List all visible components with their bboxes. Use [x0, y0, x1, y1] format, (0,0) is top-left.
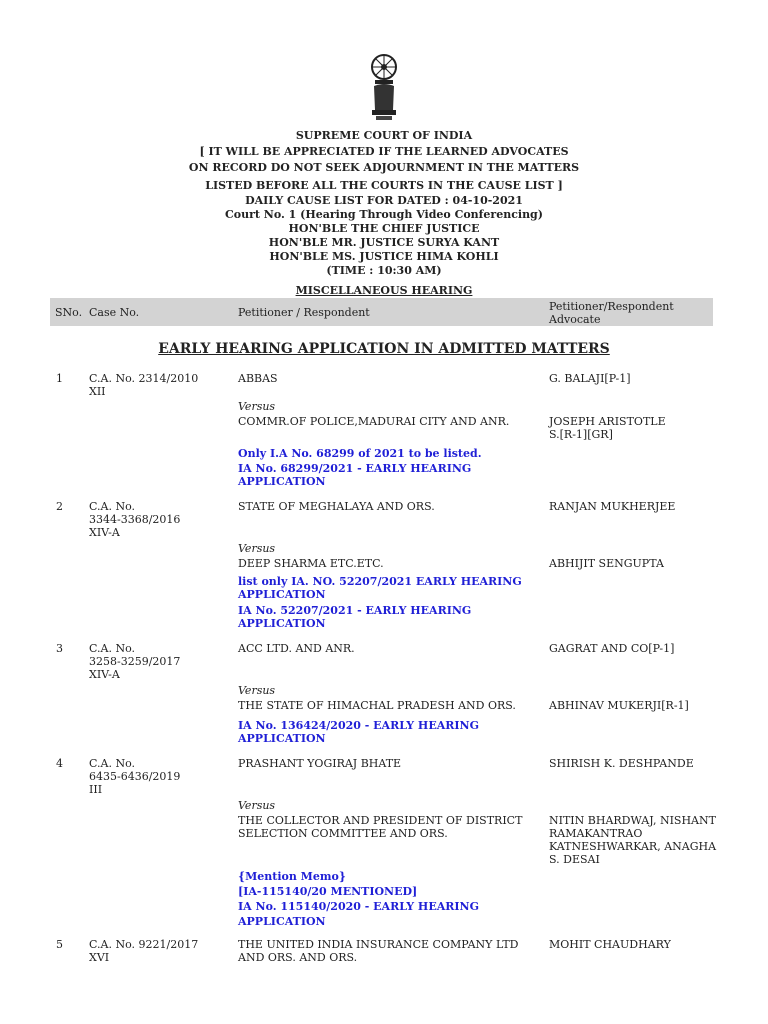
versus-label: Versus	[238, 799, 276, 812]
petitioner: ACC LTD. AND ANR.	[238, 642, 355, 655]
col-advocate: Petitioner/Respondent Advocate	[549, 300, 674, 326]
case-sno: 2	[56, 500, 63, 513]
col-parties: Petitioner / Respondent	[238, 306, 370, 319]
versus-label: Versus	[238, 684, 276, 697]
respondent-advocate: NITIN BHARDWAJ, NISHANT RAMAKANTRAO KATNESHWARKAR, ANAGHA S. DESAI	[549, 814, 717, 866]
case-sno: 5	[56, 938, 63, 951]
case-note: list only IA. NO. 52207/2021 EARLY HEARING APPLICATION	[238, 575, 522, 601]
petitioner: STATE OF MEGHALAYA AND ORS.	[238, 500, 435, 513]
case-sno: 3	[56, 642, 63, 655]
case-note: Only I.A No. 68299 of 2021 to be listed.	[238, 447, 482, 460]
case-number: C.A. No. 6435-6436/2019 III	[89, 757, 181, 796]
national-emblem-icon	[366, 52, 402, 122]
case-note: IA No. 68299/2021 - EARLY HEARING APPLICATION	[238, 462, 472, 488]
col-case-no: Case No.	[89, 306, 140, 319]
case-number: C.A. No. 3344-3368/2016 XIV-A	[89, 500, 181, 539]
petitioner: PRASHANT YOGIRAJ BHATE	[238, 757, 402, 770]
cause-list-date: DAILY CAUSE LIST FOR DATED : 04-10-2021	[245, 194, 523, 207]
petitioner: ABBAS	[238, 372, 278, 385]
petitioner: THE UNITED INDIA INSURANCE COMPANY LTD AND ORS. AND ORS.	[238, 938, 519, 964]
col-sno: SNo.	[55, 306, 83, 319]
petitioner-advocate: SHIRISH K. DESHPANDE	[549, 757, 694, 770]
court-number: Court No. 1 (Hearing Through Video Conferencing)	[225, 208, 543, 221]
judge-1: HON'BLE THE CHIEF JUSTICE	[288, 222, 480, 235]
case-note: IA No. 136424/2020 - EARLY HEARING APPLICATION	[238, 719, 479, 745]
judge-2: HON'BLE MR. JUSTICE SURYA KANT	[268, 236, 500, 249]
case-sno: 4	[56, 757, 63, 770]
case-number: C.A. No. 2314/2010 XII	[89, 372, 199, 398]
court-name: SUPREME COURT OF INDIA	[295, 129, 473, 142]
section-title: EARLY HEARING APPLICATION IN ADMITTED MATTERS	[158, 341, 610, 357]
judge-3: HON'BLE MS. JUSTICE HIMA KOHLI	[269, 250, 499, 263]
case-number: C.A. No. 9221/2017 XVI	[89, 938, 199, 964]
notice-line-1: [ IT WILL BE APPRECIATED IF THE LEARNED ADVOCATES	[199, 145, 569, 158]
case-number: C.A. No. 3258-3259/2017 XIV-A	[89, 642, 181, 681]
petitioner-advocate: MOHIT CHAUDHARY	[549, 938, 671, 951]
notice-line-3: LISTED BEFORE ALL THE COURTS IN THE CAUSE LIST ]	[205, 179, 563, 192]
versus-label: Versus	[238, 542, 276, 555]
case-note: {Mention Memo} [IA-115140/20 MENTIONED] IA No. 115140/2020 - EARLY HEARING APPLICATION	[238, 870, 479, 928]
petitioner-advocate: RANJAN MUKHERJEE	[549, 500, 676, 513]
respondent-advocate: ABHIJIT SENGUPTA	[549, 557, 664, 570]
notice-line-2: ON RECORD DO NOT SEEK ADJOURNMENT IN THE MATTERS	[188, 161, 580, 174]
hearing-time: (TIME : 10:30 AM)	[326, 264, 442, 277]
respondent: THE COLLECTOR AND PRESIDENT OF DISTRICT SELECTION COMMITTEE AND ORS.	[238, 814, 523, 840]
petitioner-advocate: G. BALAJI[P-1]	[549, 372, 631, 385]
petitioner-advocate: GAGRAT AND CO[P-1]	[549, 642, 675, 655]
respondent: THE STATE OF HIMACHAL PRADESH AND ORS.	[238, 699, 516, 712]
case-note: IA No. 52207/2021 - EARLY HEARING APPLICATION	[238, 604, 472, 630]
respondent: DEEP SHARMA ETC.ETC.	[238, 557, 384, 570]
hearing-type: MISCELLANEOUS HEARING	[295, 284, 473, 297]
case-sno: 1	[56, 372, 63, 385]
column-header-bar	[50, 298, 713, 326]
versus-label: Versus	[238, 400, 276, 413]
respondent-advocate: JOSEPH ARISTOTLE S.[R-1][GR]	[549, 415, 666, 441]
respondent-advocate: ABHINAV MUKERJI[R-1]	[549, 699, 689, 712]
respondent: COMMR.OF POLICE,MADURAI CITY AND ANR.	[238, 415, 510, 428]
